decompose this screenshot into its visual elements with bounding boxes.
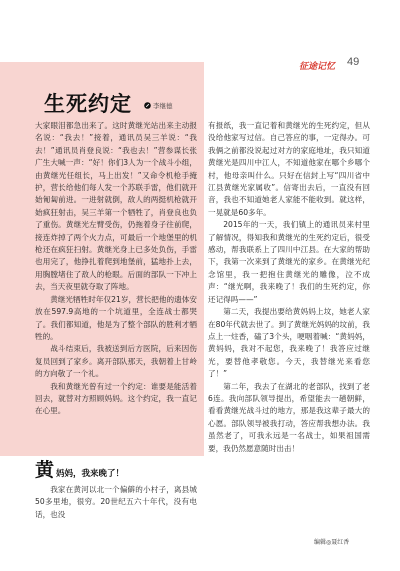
paragraph: 第二天，我提出要给黄妈妈上坟，她老人家在80年代就去世了。到了黄继光妈妈的坟前，我点上一炷香，磕了3个头，哽咽着喊：“黄妈妈，黄妈妈，我对不起您，我来晚了！我答应过继光，要替他孝敬您。今天，我替继光来看您了！” [208, 307, 370, 379]
article-title: 生死约定 [44, 92, 132, 116]
subheading-drop-char: 黄 [35, 459, 55, 481]
paragraph: 黄继光牺牲时年仅21岁，营长把他的遗体安放在597.9高地的一个坑道里，全连战士都哭了。我们都知道，他是为了整个部队的胜利才牺牲的。 [35, 294, 197, 341]
section-subheading [35, 460, 124, 481]
author-name: 李继德 [153, 102, 173, 110]
byline-dot-icon [144, 102, 151, 109]
page-number: 49 [347, 56, 360, 68]
paragraph: 第二年，我去了在湖北的老部队，找到了老6连。我向部队领导提出，希望能去一趟朝鲜，看看黄继光战斗过的地方，那是我这辈子最大的心愿。部队领导被我打动，答应帮我想办法。我虽然老了，可我永远是一名战士，如果祖国需要，我仍然愿意随时出击！ [208, 381, 370, 453]
byline [144, 101, 173, 110]
paragraph: 有报纸，我一直记着和黄继光的生死约定，但从没给他家写过信。自己答应的事，一定得办。可我俩之前都没说起过对方的家庭地址，我只知道黄继光是四川中江人，不知道他家在哪个乡哪个村，他母亲叫什么。只好在信封上写“四川省中江县黄继光家属收”。信寄出去后，一直没有回音，我也不知道她老人家能不能收到。就这样，一晃就是60多年。 [208, 121, 370, 217]
editor-credit: 编辑◎聂红香 [314, 539, 350, 546]
section-tag: 征途记忆 [299, 62, 336, 72]
paragraph: 大家眼泪都急出来了。这时黄继光站出来主动报名说：“我去！”接着，通讯员吴三羊说：“我去！”通讯员肖登良说：“我也去！”营参谋长张广生大喊一声：“好！你们3人为一个战斗小组，由黄继光任组长，马上出发！”又命令机枪手掩护，营长给他们每人发一个苏联手雷，他们就开始匍匐前进。一进射就倒，敌人的两挺机枪就开始疯狂射击，吴三羊第一个牺牲了，肖登良也负了重伤。黄继光左臂受伤，仍拖着身子往前爬，接连炸掉了两个火力点，可最后一个地堡里的机枪还在疯狂扫射。黄继光身上已多处负伤，手雷也用完了，他挣扎着爬到地堡前，猛地扑上去，用胸膛堵住了敌人的枪眼。后面的部队一下冲上去，当天夜里就夺取了阵地。 [35, 121, 197, 292]
left-column [35, 120, 197, 456]
paragraph: 战斗结束后，我被送到后方医院，后来因伤复员回到了家乡。离开部队那天，我朝着上甘岭的方向敬了一个礼。 [35, 344, 197, 379]
paragraph: 我家在黄河以北一个偏僻的小村子，离县城50多里地，很穷。20世纪五六十年代，没有电话，也没 [35, 485, 197, 519]
paragraph: 我和黄继光曾有过一个约定：谁要是能活着回去，就替对方照顾妈妈。这个约定，我一直记在心里。 [35, 381, 197, 416]
paragraph: 2015年的一天，我们镇上的通讯员来村里了解情况，得知我和黄继光的生死约定后，很受感动，帮我联系上了四川中江县。在大家的帮助下，我第一次来到了黄继光的家乡。在黄继光纪念馆里，我一把抱住黄继光的雕像，泣不成声：“继光啊，我来晚了！我们的生死约定，你还记得吗——” [208, 220, 370, 304]
left-bottom-text [35, 484, 197, 522]
right-column [208, 120, 370, 534]
subheading-text: 妈妈，我来晚了！ [56, 469, 125, 479]
